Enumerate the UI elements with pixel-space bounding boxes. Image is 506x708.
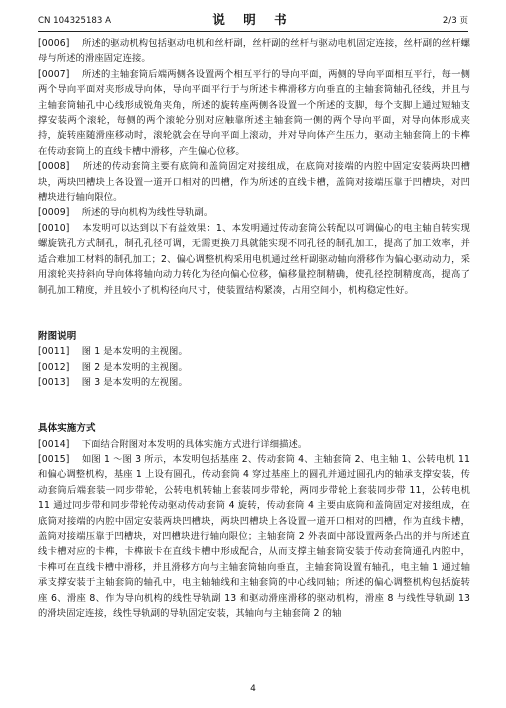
page-number: 4 — [250, 684, 256, 694]
paragraph-number: [0013] — [38, 376, 70, 388]
paragraph-0011 — [38, 344, 470, 359]
paragraph-text: 图 1 是本发明的主视图。 — [81, 346, 188, 358]
paragraph-number: [0012] — [38, 361, 70, 373]
paragraph-0008 — [38, 159, 470, 205]
paragraph-0012 — [38, 360, 470, 375]
paragraph-number: [0015] — [38, 453, 70, 465]
page-indicator: 2/3 页 — [442, 16, 468, 26]
paragraph-number: [0008] — [38, 161, 70, 173]
paragraph-number: [0007] — [38, 68, 70, 80]
paragraph-number: [0011] — [38, 346, 70, 358]
paragraph-0006 — [38, 36, 470, 67]
paragraph-text: 所述的主轴套筒后端两侧各设置两个相互平行的导向平面，两侧的导向平面相互平行，每一侧两个导向平面对夹形成导向体，导向平面平行于与所述卡榫滑移方向垂直的主轴套筒轴孔径线，并且与主轴套筒轴孔中心线形成锐角夹角，所述的旋转座两侧各设置一个所述的支脚，每个支脚上通过短轴支撑安装两个滚轮，每侧的两个滚轮分别对应触靠所述主轴套筒一侧的两个导向平面，对导向体形成夹持，旋转座随滑座移动时，滚轮就会在导向平面上滚动，并对导向体产生压力，驱动主轴套筒上的卡榫在传动套筒上的直线卡槽中滑移，产生偏心位移。 — [38, 68, 470, 157]
paragraph-text: 本发明可以达到以下有益效果：1、本发明通过传动套筒公转配以可调偏心的电主轴自转实现螺旋铣孔方式制孔，制孔孔径可调，无需更换刀具就能实现不同孔径的制孔加工，提高了加工效率，并适合难加工材料的制孔加工；2、偏心调整机构采用电机通过丝杆副驱动轴向滑移作为偏心驱动动力，采用滚轮夹持斜向导向体将轴向动力转化为径向偏心位移，偏移量控制精确，使孔径控制精度高，提高了制孔加工精度，并且较小了机构径向尺寸，使装置结构紧凑，占用空间小，机构稳定性好。 — [38, 222, 470, 296]
paragraph-0013 — [38, 375, 470, 390]
document-title: 说 明 书 — [212, 12, 294, 27]
paragraph-text: 所述的传动套筒主要有底筒和盖筒固定对接组成，在底筒对接端的内腔中固定安装两块凹槽块，两块凹槽块上各设置一道开口相对的凹槽，作为所述的直线卡槽，盖筒对接端压靠于凹槽块，对凹槽块进行轴向限位。 — [38, 161, 470, 204]
paragraph-0014 — [38, 437, 470, 452]
paragraph-text: 所述的驱动机构包括驱动电机和丝杆副，丝杆副的丝杆与驱动电机固定连接，丝杆副的丝杆螺母与所述的滑座固定连接。 — [38, 38, 470, 65]
paragraph-number: [0014] — [38, 438, 70, 450]
paragraph-text: 图 2 是本发明的主视图。 — [81, 361, 188, 373]
page-header — [38, 13, 468, 29]
paragraph-text: 图 3 是本发明的左视图。 — [81, 376, 188, 388]
paragraph-0015 — [38, 452, 470, 621]
paragraph-number: [0010] — [38, 222, 70, 234]
paragraph-0007 — [38, 67, 470, 159]
section-heading-embodiment: 具体实施方式 — [38, 423, 96, 435]
paragraph-0010 — [38, 221, 470, 298]
paragraph-text: 所述的导向机构为线性导轨副。 — [81, 207, 214, 219]
paragraph-text: 下面结合附图对本发明的具体实施方式进行详细描述。 — [81, 438, 308, 450]
paragraph-0009 — [38, 205, 470, 220]
section-heading-figures: 附图说明 — [38, 330, 77, 342]
paragraph-number: [0009] — [38, 207, 70, 219]
paragraph-number: [0006] — [38, 38, 70, 49]
paragraph-text: 如图 1 ～图 3 所示，本发明包括基座 2、传动套筒 4、主轴套筒 2、电主轴 1、公转电机 11 和偏心调整机构，基座 1 上设有圆孔，传动套筒 4 穿过基座上的圆孔并通过圆孔内的轴承支撑安装，传动套筒后端套装一同步带轮，公转电机转轴上套装同步带轮，两同步带轮上套装同步带 11，公转电机 11 通过同步带和同步带轮传动驱动传动套筒 4 旋转，传动套筒 4 主要由底筒和盖筒固定对接组成，在底筒对接端的内腔中固定安装两块凹槽块，两块凹槽块上各设置一道开口相对的凹槽，作为直线卡槽，盖筒对接端压靠于凹槽块，对凹槽块进行轴向限位；主轴套筒 2 外表面中部设置两条凸出的并与所述直线卡槽对应的卡榫，卡榫嵌卡在直线卡槽中形成配合，从而支撑主轴套筒安装于传动套筒通孔内腔中，卡榫可在直线卡槽中滑移，并且滑移方向与主轴套筒轴向垂直，主轴套筒设置有轴孔，电主轴 1 通过轴承支撑安装于主轴套筒的轴孔中，电主轴轴线和主轴套筒的中心线同轴；所述的偏心调整机构包括旋转座 6、滑座 8、作为导向机构的线性导轨副 13 和驱动滑座滑移的驱动机构，滑座 8 与线性导轨副 13 的滑块固定连接，线性导轨副的导轨固定安装，其轴向与主轴套筒 2 的轴 — [38, 453, 470, 619]
document-body — [38, 36, 470, 621]
publication-number: CN 104325183 A — [38, 16, 111, 26]
header-rule — [38, 31, 468, 32]
